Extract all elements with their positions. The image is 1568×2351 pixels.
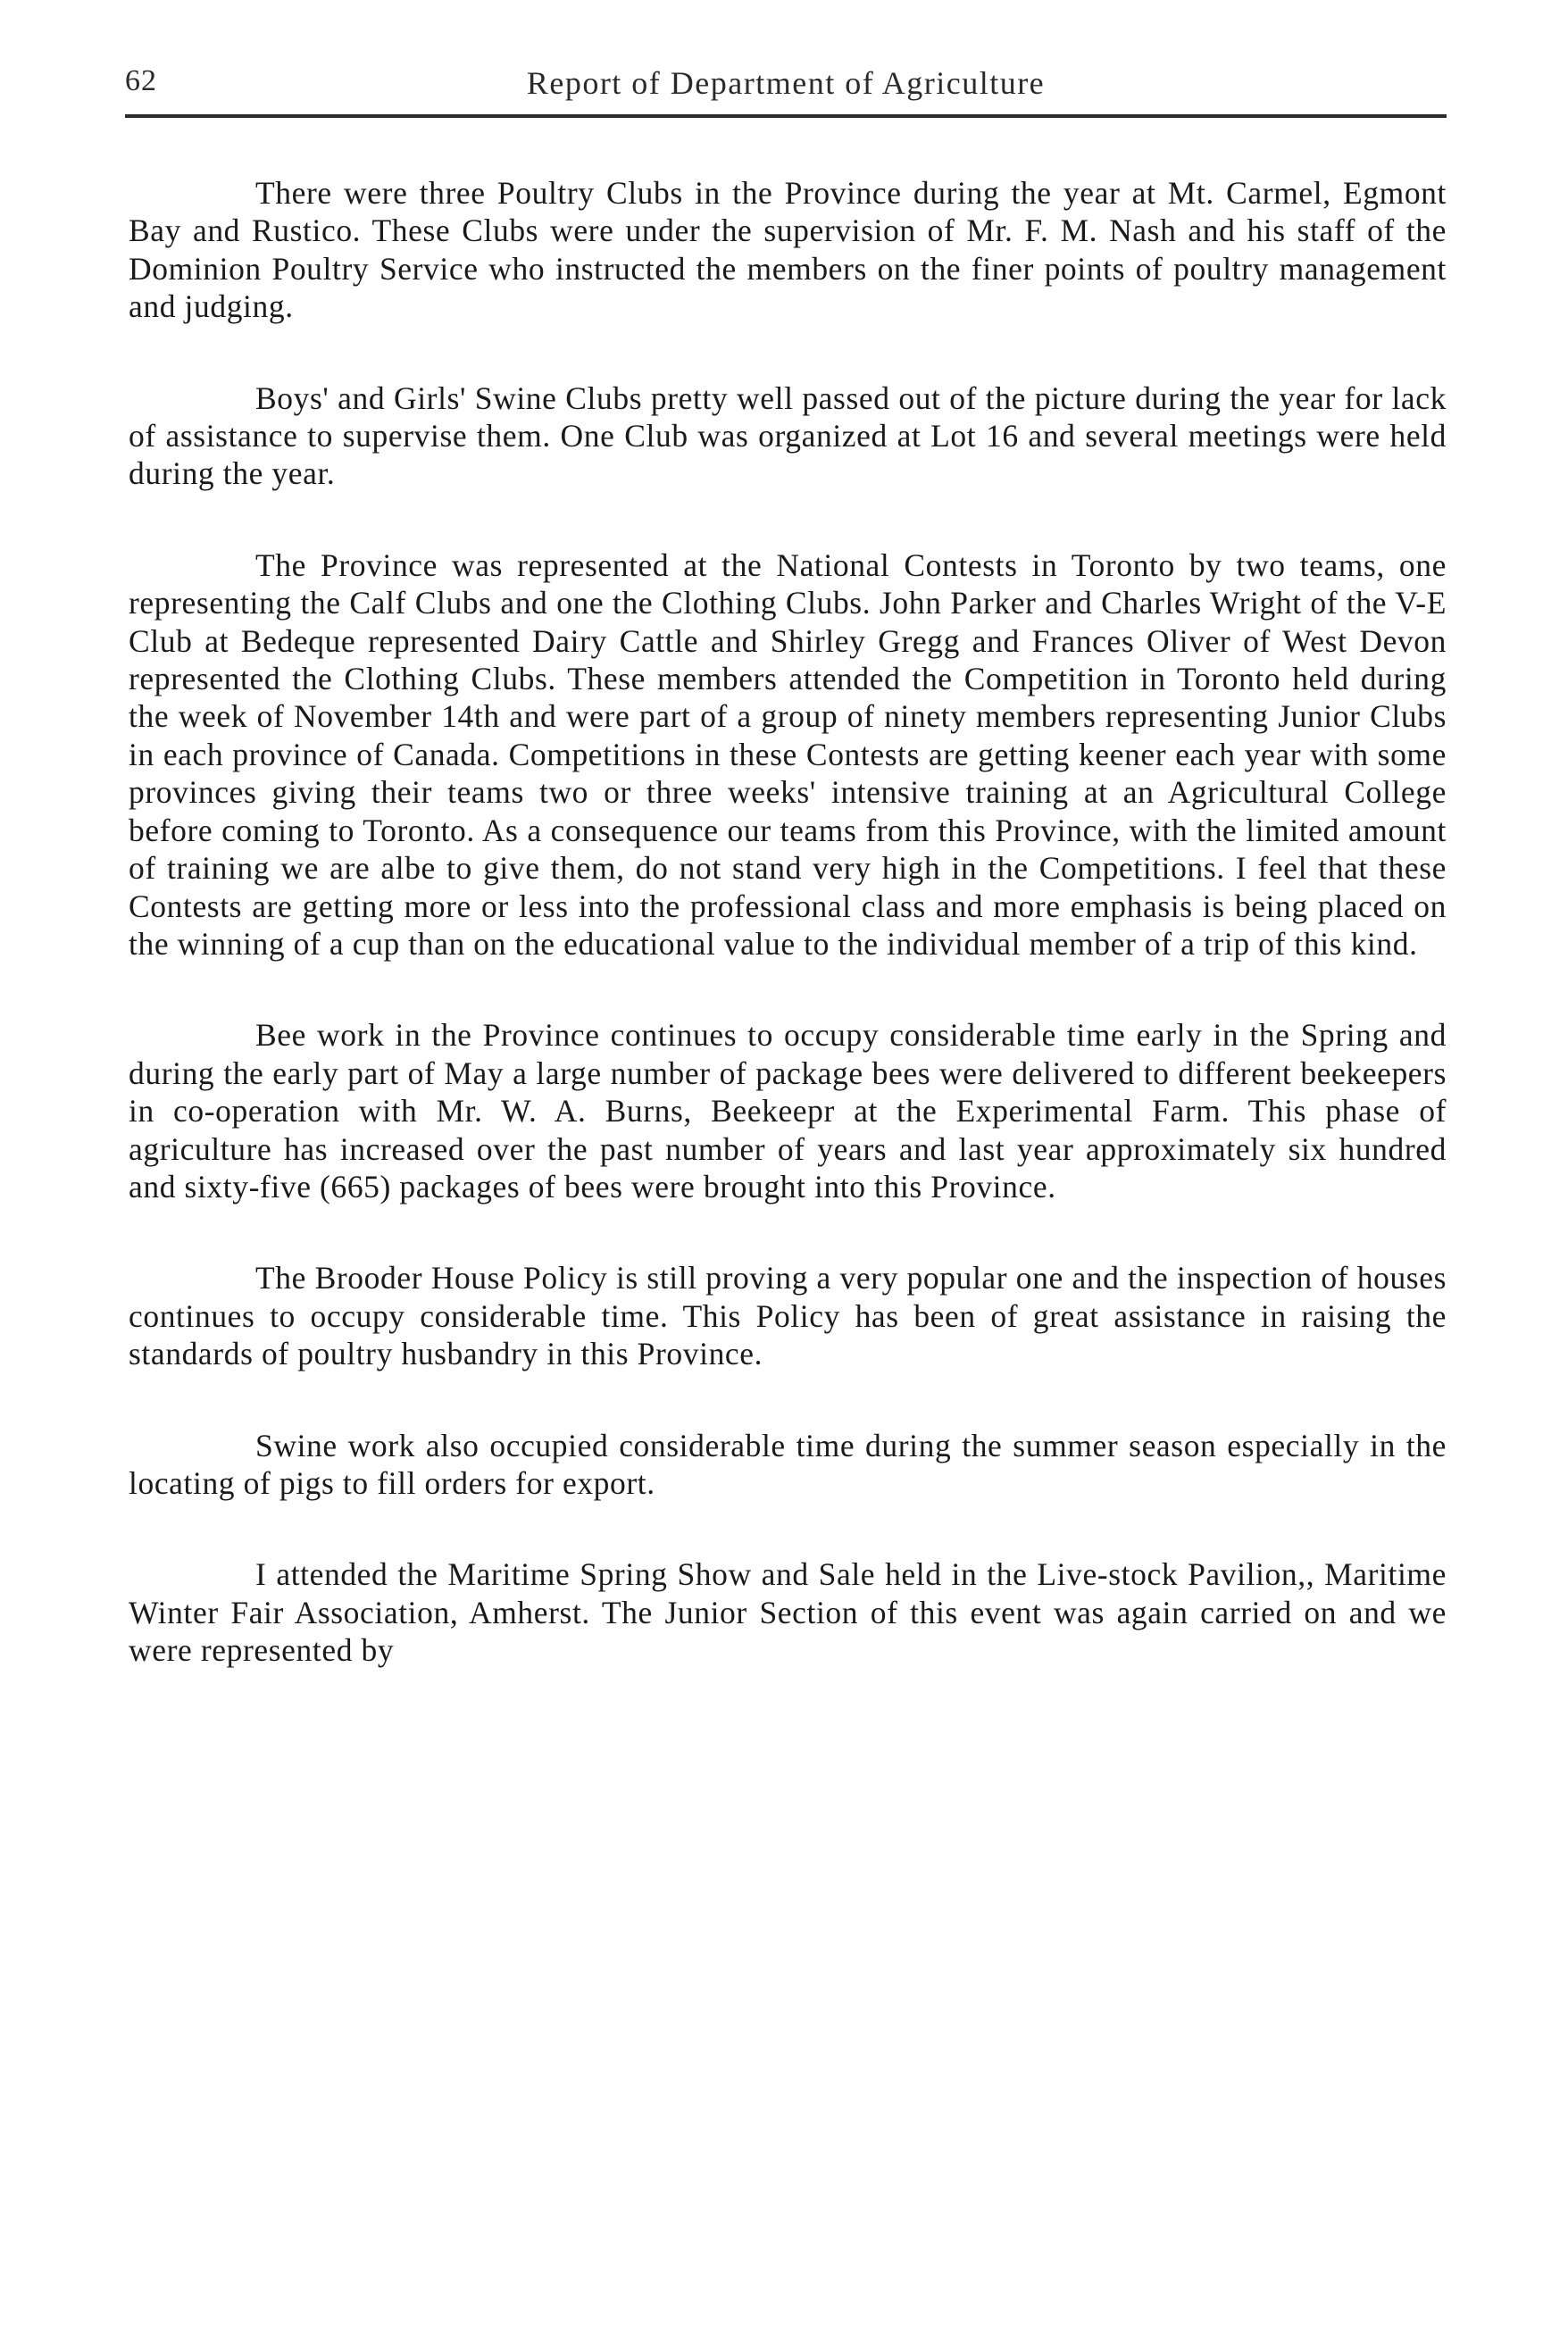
paragraph-brooder-house-policy: The Brooder House Policy is still proving a very popular one and the inspection of houses continues to occupy considerable time. This Policy has been of great assistance in raising the standards of poultry husbandry in this Province. [129,1260,1447,1372]
header-rule [125,114,1447,118]
paragraph-maritime-spring-show: I attended the Maritime Spring Show and Sale held in the Live-stock Pavilion,, Maritime Winter Fair Association, Amherst. The Junior Section of this event was again carried on and we were represented by [129,1556,1447,1669]
paragraph-bee-work: Bee work in the Province continues to occupy considerable time early in the Spring and during the early part of May a large number of package bees were delivered to different beekeepers in co-operation with Mr. W. A. Burns, Beekeepr at the Experimental Farm. This phase of agriculture has increased over the past number of years and last year approximately six hundred and sixty-five (665) packages of bees were brought into this Province. [129,1017,1447,1205]
body-text [129,174,1447,1670]
paragraph-national-contests: The Province was represented at the National Contests in Toronto by two teams, one representing the Calf Clubs and one the Clothing Clubs. John Parker and Charles Wright of the V-E Club at Bedeque represented Dairy Cattle and Shirley Gregg and Frances Oliver of West Devon represented the Clothing Clubs. These members attended the Competition in Toronto held during the week of November 14th and were part of a group of ninety members representing Junior Clubs in each province of Canada. Competitions in these Contests are getting keener each year with some provinces giving their teams two or three weeks' intensive training at an Agricultural College before coming to Toronto. As a consequence our teams from this Province, with the limited amount of training we are albe to give them, do not stand very high in the Competitions. I feel that these Contests are getting more or less into the professional class and more emphasis is being placed on the winning of a cup than on the educational value to the individual member of a trip of this kind. [129,546,1447,962]
paragraph-swine-clubs: Boys' and Girls' Swine Clubs pretty well passed out of the picture during the year for lack of assistance to supervise them. One Club was organized at Lot 16 and several meetings were held during the year. [129,379,1447,492]
page-number: 62 [125,64,157,97]
running-title: Report of Department of Agriculture [526,65,1046,101]
paragraph-swine-work: Swine work also occupied considerable time during the summer season especially in the locating of pigs to fill orders for export. [129,1427,1447,1501]
paragraph-poultry-clubs: There were three Poultry Clubs in the Province during the year at Mt. Carmel, Egmont Bay and Rustico. These Clubs were under the supervision of Mr. F. M. Nash and his staff of the Dominion Poultry Service who instructed the members on the finer points of poultry management and judging. [129,175,1447,325]
page-header [125,55,1447,109]
